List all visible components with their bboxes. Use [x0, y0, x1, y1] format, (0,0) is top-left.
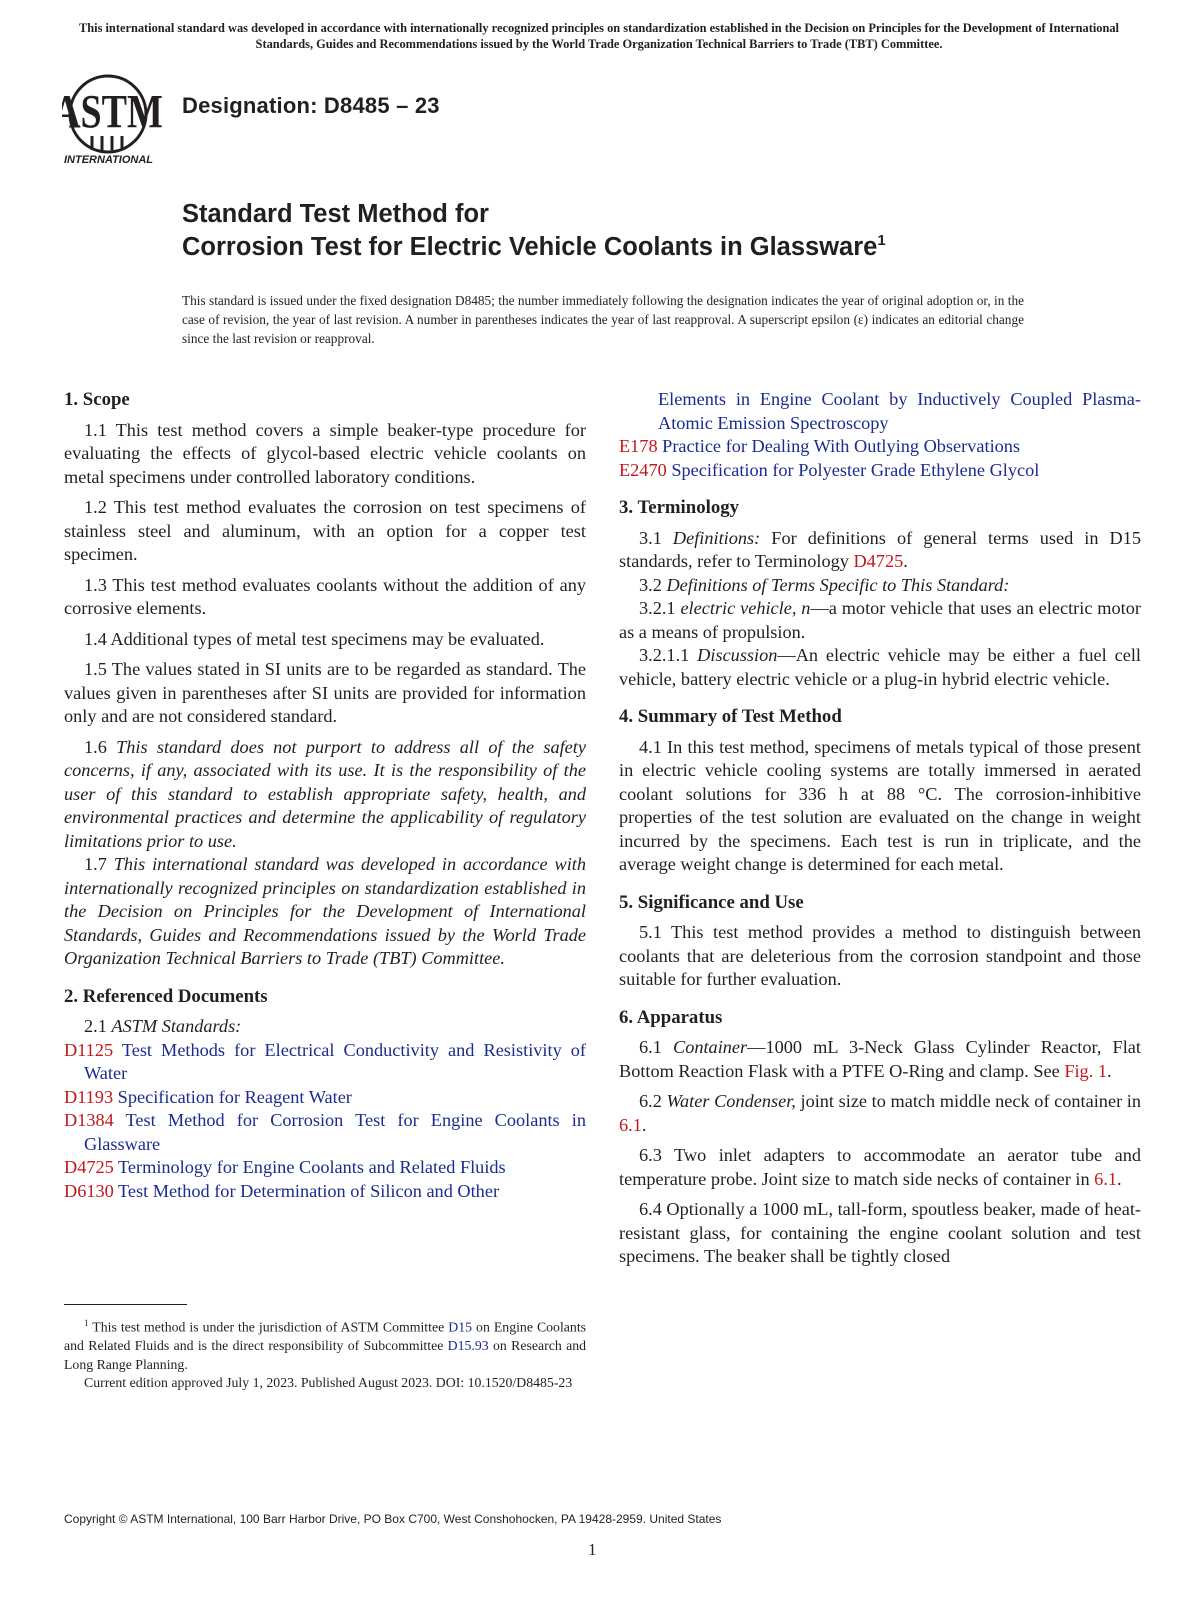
para-2-1: 2.1 ASTM Standards:: [84, 1016, 242, 1036]
title-line-2: Corrosion Test for Electric Vehicle Coolants in Glassware$^1$: [182, 232, 886, 261]
title-footnote-mark: 1: [877, 232, 886, 249]
reference-d6130-continued[interactable]: Elements in Engine Coolant by Inductively Coupled Plasma-Atomic Emission Spectroscopy: [658, 389, 1141, 433]
link-fig-1[interactable]: Fig. 1: [1064, 1060, 1107, 1081]
astm-logo: [62, 70, 172, 166]
copyright-notice: Copyright © ASTM International, 100 Barr Harbor Drive, PO Box C700, West Conshohocken, PA 19428-2959. United States: [64, 1512, 722, 1526]
reference-e178[interactable]: E178 Practice for Dealing With Outlying Observations: [619, 436, 1021, 456]
astm-logo-icon: [62, 70, 172, 166]
logo-subtext: INTERNATIONAL: [64, 154, 154, 166]
reference-e2470[interactable]: E2470 Specification for Polyester Grade Ethylene Glycol: [619, 459, 1040, 480]
para-3-2: 3.2 Definitions of Terms Specific to This Standard:: [639, 574, 1010, 595]
link-6-1-b[interactable]: 6.1: [1094, 1168, 1118, 1189]
issuance-statement: This standard is issued under the fixed designation D8485; the number immediately following the designation indicates the year of original adoption or, in the case of revision, the year of last revision. A number in parentheses indicates the year of last reapproval. A superscript epsilon (ε) indicates an editorial change since the last revision or reapproval.: [182, 293, 1024, 346]
reference-d6130[interactable]: D6130 Test Method for Determination of Silicon and Other: [64, 1180, 500, 1201]
para-1-1: 1.1 This test method covers a simple beaker-type procedure for evaluating the effects of glycol-based electric vehicle coolants on metal specimens under controlled laboratory conditions.: [64, 419, 586, 487]
para-5-1: 5.1 This test method provides a method to distinguish between coolants that are deleterious from the corrosion standpoint and those suitable for further evaluation.: [619, 922, 1141, 989]
footnote-link-d15[interactable]: D15: [448, 1319, 473, 1335]
para-6-3: 6.3 Two inlet adapters to accommodate an aerator tube and temperature probe. Joint size to match side necks of container in 6.1.: [619, 1145, 1141, 1189]
para-6-4: 6.4 Optionally a 1000 mL, tall-form, spoutless beaker, made of heat-resistant glass, for containing the engine coolant solution and test specimens. The beaker shall be tightly closed: [619, 1199, 1141, 1266]
designation: Designation: D8485 – 23: [182, 93, 440, 118]
reference-d1193[interactable]: D1193 Specification for Reagent Water: [64, 1086, 352, 1107]
para-1-3: 1.3 This test method evaluates coolants without the addition of any corrosive elements.: [64, 574, 586, 618]
left-column: [64, 388, 586, 1203]
footnote-1: $^1$ This test method is under the jurisdiction of ASTM Committee D15 on Engine Coolants and Related Fluids and is the direct responsibility of Subcommittee D15.93 on Research and Long Range Planning.: [64, 1318, 587, 1372]
para-4-1: 4.1 In this test method, specimens of metals typical of those present in electric vehicle cooling systems are totally immersed in aerated coolant solutions for 336 h at 88 °C. The corrosion-inhibitive properties of the test solution are evaluated on the change in weight incurred by the specimens. Each test is run in triplicate, and the average weight change is determined for each metal.: [619, 736, 1141, 874]
para-6-1: 6.1 Container—1000 mL 3-Neck Glass Cylinder Reactor, Flat Bottom Reaction Flask with a PTFE O-Ring and clamp. See Fig. 1.: [619, 1037, 1141, 1081]
footnote: [64, 1314, 586, 1393]
link-d4725[interactable]: D4725: [853, 551, 904, 571]
page-number: 1: [588, 1540, 597, 1559]
para-1-6: 1.6 This standard does not purport to address all of the safety concerns, if any, associated with its use. It is the responsibility of the user of this standard to establish appropriate safety, health, and environmental practices and determine the applicability of regulatory limitations prior to use.: [64, 736, 586, 851]
reference-d1125[interactable]: D1125 Test Methods for Electrical Conductivity and Resistivity of Water: [64, 1039, 586, 1083]
para-1-2: 1.2 This test method evaluates the corrosion on test specimens of stainless steel and aluminum, with an option for a copper test specimen.: [64, 497, 586, 564]
footnote-link-d15-93[interactable]: D15.93: [447, 1338, 489, 1354]
section-6-heading: 6. Apparatus: [619, 1006, 723, 1028]
link-6-1[interactable]: 6.1: [619, 1114, 642, 1135]
para-6-2: 6.2 Water Condenser, joint size to match middle neck of container in 6.1.: [619, 1091, 1141, 1135]
reference-d1384[interactable]: D1384 Test Method for Corrosion Test for Engine Coolants in Glassware: [64, 1110, 586, 1154]
para-3-2-1-1: 3.2.1.1 Discussion—An electric vehicle may be either a fuel cell vehicle, battery electric vehicle or a plug-in hybrid electric vehicle.: [619, 645, 1141, 689]
section-4-heading: 4. Summary of Test Method: [619, 706, 842, 727]
para-1-4: 1.4 Additional types of metal test specimens may be evaluated.: [84, 628, 545, 649]
section-2-heading: 2. Referenced Documents: [64, 985, 268, 1007]
section-1-heading: 1. Scope: [64, 389, 130, 410]
para-1-7: 1.7 This international standard was developed in accordance with internationally recognized principles on standardization established in the Decision on Principles for the Development of International Standards, Guides and Recommendations issued by the World Trade Organization Technical Barriers to Trade (TBT) Committee.: [64, 854, 586, 968]
right-column: [619, 388, 1141, 1269]
title-line-1: Standard Test Method for: [182, 200, 489, 228]
para-3-1: 3.1 Definitions: For definitions of general terms used in D15 standards, refer to Terminology D4725.: [619, 527, 1141, 571]
footnote-edition: Current edition approved July 1, 2023. Published August 2023. DOI: 10.1520/D8485-23: [84, 1375, 573, 1391]
document-title: [182, 198, 886, 267]
svg-text:ASTM: ASTM: [62, 86, 163, 139]
footnote-divider: [64, 1304, 187, 1305]
reference-d4725[interactable]: D4725 Terminology for Engine Coolants and Related Fluids: [64, 1157, 506, 1177]
section-3-heading: 3. Terminology: [619, 497, 740, 518]
section-5-heading: 5. Significance and Use: [619, 891, 804, 913]
header-note: This international standard was developed in accordance with internationally recognized principles on standardization established in the Decision on Principles for the Development of International Standards, Guides and Recommendations issued by the World Trade Organization Technical Barriers to Trade (TBT) Committee.: [78, 21, 1120, 51]
para-1-5: 1.5 The values stated in SI units are to be regarded as standard. The values given in parentheses after SI units are provided for information only and are not considered standard.: [64, 659, 586, 726]
para-3-2-1: 3.2.1 electric vehicle, n—a motor vehicle that uses an electric motor as a means of propulsion.: [619, 598, 1141, 642]
